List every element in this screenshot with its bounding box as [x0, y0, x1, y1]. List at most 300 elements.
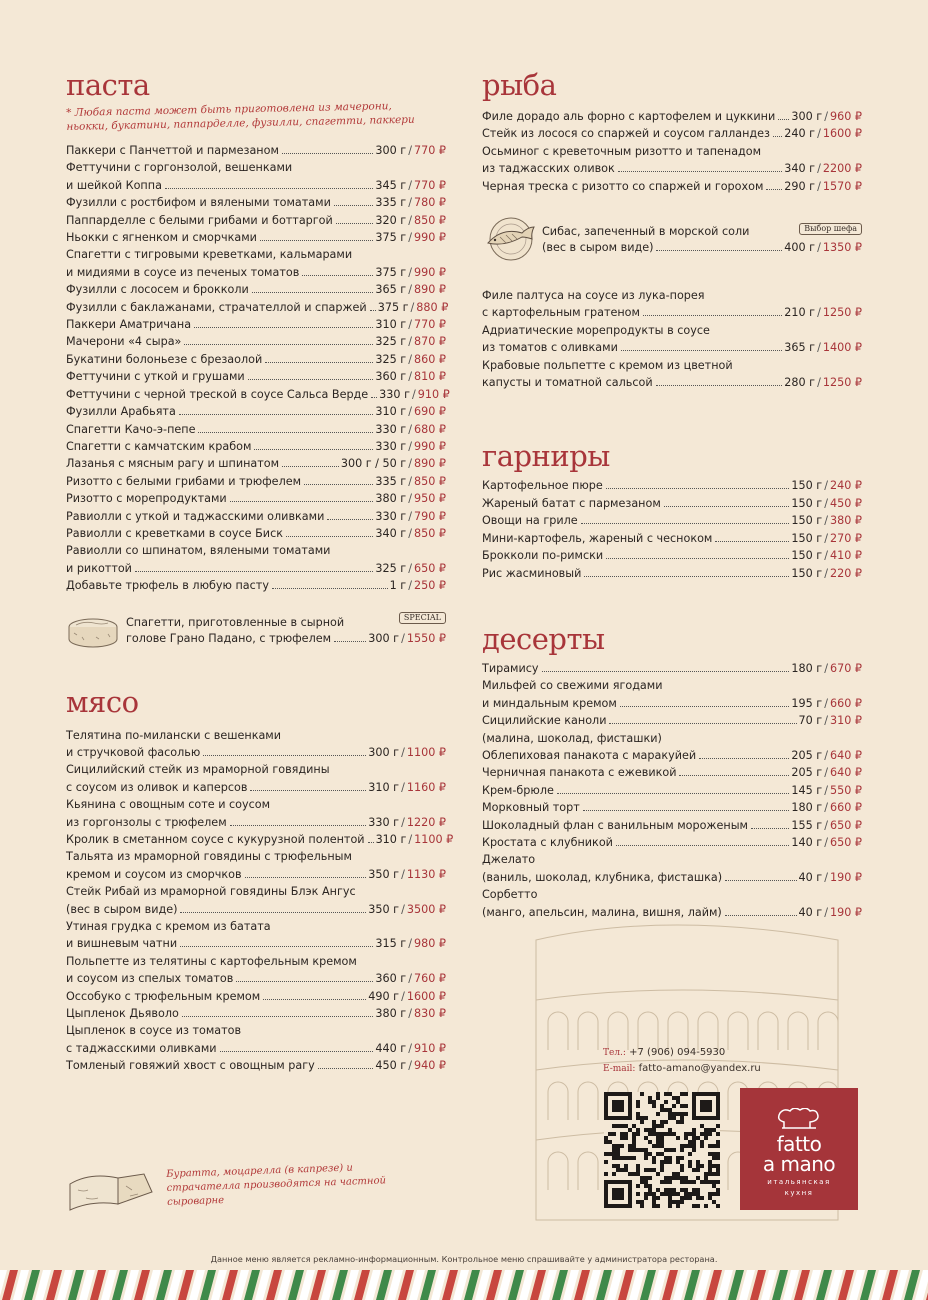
- item-price: 860 ₽: [413, 352, 446, 366]
- item-name: Брокколи по-римски: [482, 549, 604, 563]
- item-name: Филе палтуса на соусе из лука-порея: [482, 289, 705, 303]
- item-price: 850 ₽: [413, 474, 446, 488]
- menu-item: Стейк из лосося со спаржей и соусом галландез 240 г / 1600 ₽: [482, 125, 862, 142]
- item-price: 640 ₽: [829, 748, 862, 762]
- item-price: 880 ₽: [416, 300, 449, 314]
- item-weight: 340 г: [375, 526, 407, 540]
- item-price: 640 ₽: [829, 766, 862, 780]
- menu-item: Джелато (ваниль, шоколад, клубника, фисташка) 40 г / 190 ₽: [482, 851, 862, 886]
- item-price: 410 ₽: [829, 549, 862, 563]
- item-weight: 300 г / 50 г: [340, 457, 407, 471]
- menu-item: Шоколадный флан с ванильным мороженым 155 г / 650 ₽: [482, 817, 862, 834]
- item-weight: 375 г: [375, 265, 407, 279]
- item-name: Спагетти с камчатским крабом: [66, 439, 252, 453]
- item-weight: 290 г: [784, 179, 816, 193]
- item-price: 910 ₽: [417, 387, 450, 401]
- item-weight: 330 г: [375, 422, 407, 436]
- item-price: 670 ₽: [829, 661, 862, 675]
- logo-brand-line-1: fatto: [776, 1132, 822, 1156]
- menu-item: Кростата с клубникой 140 г / 650 ₽: [482, 834, 862, 851]
- item-name: Филе дорадо аль форно с картофелем и цуккини: [482, 110, 776, 123]
- item-name: Кролик в сметанном соусе с кукурузной полентой: [66, 833, 365, 846]
- menu-item: Кролик в сметанном соусе с кукурузной полентой 310 г / 1100 ₽: [66, 831, 446, 848]
- logo-subtitle-1: итальянская: [767, 1178, 831, 1186]
- item-price: 890 ₽: [413, 283, 446, 297]
- item-weight: 365 г: [375, 283, 407, 297]
- item-price: 810 ₽: [413, 370, 446, 384]
- item-price: 660 ₽: [829, 696, 862, 710]
- item-weight: 380 г: [375, 492, 407, 506]
- item-name: Равиолли с креветками в соусе Биск: [66, 526, 283, 540]
- item-price: 790 ₽: [413, 509, 446, 523]
- item-weight: 150 г: [791, 531, 823, 545]
- item-weight: 340 г: [784, 162, 816, 176]
- item-name: Мильфей со свежими ягодами: [482, 679, 663, 693]
- item-name: Паккери с Панчеттой и пармезаном: [66, 144, 279, 157]
- menu-item: Брокколи по-римски 150 г / 410 ₽: [482, 547, 862, 564]
- item-weight: 330 г: [368, 815, 400, 829]
- menu-item: Паккери Аматричана 310 г / 770 ₽: [66, 316, 446, 333]
- item-price: 1600 ₽: [406, 989, 446, 1003]
- item-weight: 310 г: [375, 405, 407, 419]
- logo-brand-line-2: a mano: [762, 1152, 836, 1176]
- menu-item: Филе палтуса на соусе из лука-порея с картофельным гратеном 210 г / 1250 ₽: [482, 287, 862, 322]
- item-price: 940 ₽: [413, 1059, 446, 1073]
- item-name: Облепиховая панакота с маракуйей: [482, 748, 697, 762]
- item-weight: 360 г: [375, 370, 407, 384]
- item-name: Телятина по-милански с вешенками: [66, 728, 282, 742]
- item-name: Паккери Аматричана: [66, 318, 192, 332]
- item-price: 990 ₽: [413, 439, 446, 453]
- item-name: Лазанья с мясным рагу и шпинатом: [66, 457, 280, 471]
- item-name: из томатов с оливками: [482, 341, 618, 355]
- item-name: Мачерони «4 сыра»: [66, 335, 182, 349]
- item-price: 1250 ₽: [822, 306, 862, 320]
- item-name: Сицилийский стейк из мраморной говядины: [66, 763, 330, 777]
- disclaimer: Данное меню является рекламно-информационным. Контрольное меню спрашивайте у администратора ресторана.: [210, 1254, 718, 1264]
- menu-item: Утиная грудка с кремом из батата и вишневым чатни 315 г / 980 ₽: [66, 918, 446, 953]
- item-weight: 280 г: [784, 376, 816, 390]
- item-price: 780 ₽: [413, 196, 446, 210]
- phone-number[interactable]: +7 (906) 094-5930: [629, 1047, 726, 1058]
- item-name: Феттучини с горгонзолой, вешенками: [66, 161, 293, 175]
- menu-item: Фузилли с лососем и брокколи 365 г / 890 ₽: [66, 281, 446, 298]
- menu-item: Фузилли Арабьята 310 г / 690 ₽: [66, 403, 446, 420]
- fish-list-bottom: [482, 287, 862, 391]
- item-weight: 300 г: [791, 110, 823, 123]
- menu-item: Спагетти Качо-э-пепе 330 г / 680 ₽: [66, 421, 446, 438]
- item-price: 1100 ₽: [414, 833, 454, 846]
- item-name: Цыпленок в соусе из томатов: [66, 1024, 242, 1038]
- item-name: Кростата с клубникой: [482, 835, 613, 849]
- email-address[interactable]: fatto-amano@yandex.ru: [638, 1063, 761, 1074]
- cheese-illustration: [66, 1166, 158, 1214]
- menu-item: Фузилли с ростбифом и вялеными томатами 335 г / 780 ₽: [66, 194, 446, 211]
- sides-list: [482, 477, 862, 581]
- item-price: 980 ₽: [413, 937, 446, 951]
- item-weight: 440 г: [375, 1041, 407, 1055]
- item-weight: 320 г: [375, 213, 407, 227]
- item-price: 1100 ₽: [406, 745, 446, 759]
- menu-item: Ньокки с ягненком и сморчками 375 г / 990 ₽: [66, 229, 446, 246]
- item-weight: 490 г: [368, 989, 400, 1003]
- menu-item: Феттучини с черной треской в соусе Сальса Верде 330 г / 910 ₽: [66, 386, 446, 403]
- item-name: с соусом из оливок и каперсов: [66, 780, 248, 794]
- menu-item: Равиолли со шпинатом, вялеными томатами и рикоттой 325 г / 650 ₽: [66, 542, 446, 577]
- item-name: Фузилли с ростбифом и вялеными томатами: [66, 196, 331, 210]
- item-price: 1160 ₽: [406, 780, 446, 794]
- menu-item: Тирамису 180 г / 670 ₽: [482, 660, 862, 677]
- item-weight: 335 г: [375, 474, 407, 488]
- menu-item: Феттучини с горгонзолой, вешенками и шейкой Коппа 345 г / 770 ₽: [66, 159, 446, 194]
- item-name: и миндальным кремом: [482, 696, 617, 710]
- cheese-wheel-icon: [66, 615, 120, 651]
- menu-item: Крабовые польпетте с кремом из цветной капусты и томатной сальсой 280 г / 1250 ₽: [482, 357, 862, 392]
- item-name: кремом и соусом из сморчков: [66, 867, 242, 881]
- chef-choice-item: Сибас, запеченный в морской соли (вес в сыром виде) 400 г / 1350 ₽: [542, 225, 862, 255]
- item-price: 2200 ₽: [822, 162, 862, 176]
- item-weight: 310 г: [375, 318, 407, 332]
- item-name: Букатини болоньезе с брезаолой: [66, 352, 263, 366]
- item-name: Картофельное пюре: [482, 479, 603, 493]
- item-weight: 330 г: [379, 387, 410, 401]
- menu-item: Сицилийские каноли 70 г / 310 ₽ (малина, шоколад, фисташки): [482, 712, 862, 747]
- pasta-note: * Любая паста может быть приготовлена из мачерони, ньокки, букатини, паппарделле, фузилли, спагетти, паккери: [66, 100, 415, 133]
- item-name: (ваниль, шоколад, клубника, фисташка): [482, 870, 723, 884]
- italian-flag-stripes: [0, 1270, 928, 1300]
- meat-list: [66, 727, 454, 1075]
- item-weight: 210 г: [784, 306, 816, 320]
- item-name: капусты и томатной сальсой: [482, 376, 653, 390]
- item-price: 870 ₽: [413, 335, 446, 349]
- menu-item: Равиолли с креветками в соусе Биск 340 г / 850 ₽: [66, 525, 446, 542]
- item-weight: 180 г: [791, 661, 823, 675]
- item-weight: 40 г: [798, 870, 823, 884]
- menu-item: Осьминог с креветочным ризотто и тапенадом из таджасских оливок 340 г / 2200 ₽: [482, 143, 862, 178]
- item-name: из горгонзолы с трюфелем: [66, 815, 227, 829]
- item-price: 450 ₽: [829, 496, 862, 510]
- item-weight: 325 г: [375, 352, 407, 366]
- menu-item: Спагетти с камчатским крабом 330 г / 990 ₽: [66, 438, 446, 455]
- item-weight: 150 г: [791, 514, 823, 528]
- item-name: Томленый говяжий хвост с овощным рагу: [66, 1059, 315, 1073]
- item-name: Добавьте трюфель в любую пасту: [66, 579, 269, 593]
- item-price: 850 ₽: [413, 526, 446, 540]
- menu-item: Адриатические морепродукты в соусе из томатов с оливками 365 г / 1400 ₽: [482, 322, 862, 357]
- chef-choice-price: 1350 ₽: [822, 241, 862, 255]
- menu-item: Картофельное пюре 150 г / 240 ₽: [482, 477, 862, 494]
- item-name: Шоколадный флан с ванильным мороженым: [482, 818, 748, 832]
- item-name: (манго, апельсин, малина, вишня, лайм): [482, 905, 722, 919]
- item-name: Жареный батат с пармезаном: [482, 496, 661, 510]
- item-weight: 310 г: [375, 833, 407, 846]
- item-price: 1400 ₽: [822, 341, 862, 355]
- item-weight: 375 г: [375, 231, 407, 245]
- menu-item: Ризотто с морепродуктами 380 г / 950 ₽: [66, 490, 446, 507]
- phone-label: Тел.:: [603, 1048, 626, 1058]
- item-weight: 180 г: [791, 801, 823, 815]
- restaurant-logo: [740, 1088, 858, 1210]
- item-name: Утиная грудка с кремом из батата: [66, 920, 271, 934]
- item-price: 770 ₽: [413, 318, 446, 332]
- item-price: 650 ₽: [829, 835, 862, 849]
- item-price: 380 ₽: [829, 514, 862, 528]
- menu-item: Томленый говяжий хвост с овощным рагу 450 г / 940 ₽: [66, 1057, 446, 1074]
- item-price: 770 ₽: [413, 178, 446, 192]
- special-name-line-1: Спагетти, приготовленные в сырной: [126, 615, 345, 629]
- menu-item: Кьянина с овощным соте и соусом из горгонзолы с трюфелем 330 г / 1220 ₽: [66, 796, 446, 831]
- item-price: 760 ₽: [413, 972, 446, 986]
- item-name: Черная треска с ризотто со спаржей и горохом: [482, 179, 764, 193]
- item-name: и мидиями в соусе из печеных томатов: [66, 265, 300, 279]
- menu-item: Сицилийский стейк из мраморной говядины с соусом из оливок и каперсов 310 г / 1160 ₽: [66, 761, 446, 796]
- pasta-special: [66, 612, 446, 659]
- menu-item: Морковный торт 180 г / 660 ₽: [482, 799, 862, 816]
- item-name: Стейк Рибай из мраморной говядины Блэк Ангус: [66, 885, 356, 899]
- item-name: Морковный торт: [482, 801, 580, 815]
- item-name: Стейк из лосося со спаржей и соусом галландез: [482, 127, 770, 141]
- item-price: 190 ₽: [829, 870, 862, 884]
- item-price: 310 ₽: [829, 714, 862, 728]
- menu-item: Лазанья с мясным рагу и шпинатом 300 г / 50 г / 890 ₽: [66, 455, 446, 472]
- item-name: Крем-брюле: [482, 783, 554, 797]
- item-weight: 150 г: [791, 549, 823, 563]
- item-weight: 345 г: [375, 178, 407, 192]
- item-name: Осьминог с креветочным ризотто и тапенадом: [482, 144, 762, 158]
- item-weight: 155 г: [791, 818, 823, 832]
- menu-item: Крем-брюле 145 г / 550 ₽: [482, 782, 862, 799]
- menu-item: Черничная панакота с ежевикой 205 г / 640 ₽: [482, 764, 862, 781]
- section-title-pasta: паста: [66, 68, 150, 102]
- menu-item: Черная треска с ризотто со спаржей и горохом 290 г / 1570 ₽: [482, 178, 862, 195]
- item-name: и шейкой Коппа: [66, 178, 162, 192]
- item-weight: 150 г: [791, 496, 823, 510]
- fish-list-top: [482, 108, 862, 195]
- item-weight: 450 г: [375, 1059, 407, 1073]
- menu-item: Облепиховая панакота с маракуйей 205 г / 640 ₽: [482, 747, 862, 764]
- item-weight: 365 г: [784, 341, 816, 355]
- item-price: 850 ₽: [413, 213, 446, 227]
- menu-item: Цыпленок Дьяволо 380 г / 830 ₽: [66, 1005, 446, 1022]
- item-name: Спагетти Качо-э-пепе: [66, 422, 196, 436]
- item-price: 240 ₽: [829, 479, 862, 493]
- menu-item: Телятина по-милански с вешенками и стручковой фасолью 300 г / 1100 ₽: [66, 727, 446, 762]
- item-name: из таджасских оливок: [482, 162, 615, 176]
- item-name: Ньокки с ягненком и сморчками: [66, 231, 257, 245]
- item-price: 960 ₽: [829, 110, 862, 123]
- menu-item: Мини-картофель, жареный с чесноком 150 г / 270 ₽: [482, 530, 862, 547]
- item-price: 770 ₽: [413, 144, 446, 157]
- item-weight: 145 г: [791, 783, 823, 797]
- chef-choice-name-line-2: (вес в сыром виде): [542, 241, 654, 255]
- menu-item: Сорбетто (манго, апельсин, малина, вишня, лайм) 40 г / 190 ₽: [482, 886, 862, 921]
- menu-item: Мачерони «4 сыра» 325 г / 870 ₽: [66, 333, 446, 350]
- item-weight: 195 г: [791, 696, 823, 710]
- special-name-line-2: голове Грано Падано, с трюфелем: [126, 631, 332, 645]
- menu-item: Цыпленок в соусе из томатов с таджасскими оливками 440 г / 910 ₽: [66, 1022, 446, 1057]
- item-price: 950 ₽: [413, 492, 446, 506]
- item-name: Польпетте из телятины с картофельным кремом: [66, 954, 357, 968]
- item-price: 830 ₽: [413, 1007, 446, 1021]
- item-weight: 380 г: [375, 1007, 407, 1021]
- item-name: Феттучини с уткой и грушами: [66, 370, 245, 384]
- item-weight: 1 г: [389, 579, 407, 593]
- menu-item: Паккери с Панчеттой и пармезаном 300 г / 770 ₽: [66, 142, 446, 159]
- item-weight: 70 г: [798, 714, 823, 728]
- item-price: 1250 ₽: [822, 376, 862, 390]
- item-weight: 350 г: [368, 867, 400, 881]
- item-name: и стручковой фасолью: [66, 745, 201, 759]
- menu-item: Паппарделле с белыми грибами и боттаргой 320 г / 850 ₽: [66, 212, 446, 229]
- fish-chef-choice: [482, 217, 862, 275]
- item-name: Феттучини с черной треской в соусе Сальса Верде: [66, 387, 369, 401]
- item-price: 660 ₽: [829, 801, 862, 815]
- item-price: 190 ₽: [829, 905, 862, 919]
- item-name: Джелато: [482, 853, 536, 867]
- menu-item: Букатини болоньезе с брезаолой 325 г / 860 ₽: [66, 351, 446, 368]
- item-name: Овощи на гриле: [482, 514, 578, 528]
- item-price: 220 ₽: [829, 566, 862, 580]
- item-name: Сорбетто: [482, 888, 538, 902]
- item-name: Фузилли с баклажанами, страчателлой и спаржей: [66, 300, 367, 314]
- item-weight: 325 г: [375, 561, 407, 575]
- item-price: 990 ₽: [413, 265, 446, 279]
- item-name: Тальята из мраморной говядины с трюфельным: [66, 850, 352, 864]
- item-name: Рис жасминовый: [482, 566, 582, 580]
- item-name: (вес в сыром виде): [66, 902, 178, 916]
- item-weight: 325 г: [375, 335, 407, 349]
- item-name: Адриатические морепродукты в соусе: [482, 323, 710, 337]
- menu-item: Ризотто с белыми грибами и трюфелем 335 г / 850 ₽: [66, 473, 446, 490]
- menu-item: Спагетти с тигровыми креветками, кальмарами и мидиями в соусе из печеных томатов 375 г / 990 ₽: [66, 246, 446, 281]
- menu-item: Добавьте трюфель в любую пасту 1 г / 250 ₽: [66, 577, 446, 594]
- item-name: с картофельным гратеном: [482, 306, 640, 320]
- item-weight: 40 г: [798, 905, 823, 919]
- item-weight: 150 г: [791, 479, 823, 493]
- item-price: 890 ₽: [413, 457, 446, 471]
- right-column: [482, 62, 862, 921]
- item-weight: 330 г: [375, 509, 407, 523]
- item-name: Тирамису: [482, 661, 539, 675]
- menu-item: Польпетте из телятины с картофельным кремом и соусом из спелых томатов 360 г / 760 ₽: [66, 953, 446, 988]
- item-weight: 240 г: [784, 127, 816, 141]
- special-weight: 300 г: [368, 631, 400, 645]
- item-price: 680 ₽: [413, 422, 446, 436]
- item-name: Ризотто с морепродуктами: [66, 492, 227, 506]
- item-weight: 150 г: [791, 566, 823, 580]
- menu-item: Овощи на гриле 150 г / 380 ₽: [482, 512, 862, 529]
- item-weight: 140 г: [791, 835, 823, 849]
- item-weight: 315 г: [375, 937, 407, 951]
- item-name: Равиолли со шпинатом, вялеными томатами: [66, 544, 331, 558]
- menu-item: Фузилли с баклажанами, страчателлой и спаржей 375 г / 880 ₽: [66, 299, 446, 316]
- item-weight: 330 г: [375, 439, 407, 453]
- item-weight: 335 г: [375, 196, 407, 210]
- item-price: 650 ₽: [829, 818, 862, 832]
- item-name: Кьянина с овощным соте и соусом: [66, 798, 271, 812]
- item-price: 1220 ₽: [406, 815, 446, 829]
- item-price: 690 ₽: [413, 405, 446, 419]
- section-title-fish: рыба: [482, 68, 557, 102]
- menu-item: Феттучини с уткой и грушами 360 г / 810 ₽: [66, 368, 446, 385]
- chef-choice-weight: 400 г: [784, 241, 816, 255]
- desserts-list: [482, 660, 862, 921]
- item-name: Фузилли с лососем и брокколи: [66, 283, 249, 297]
- item-name: Цыпленок Дьяволо: [66, 1007, 179, 1021]
- item-name: и вишневым чатни: [66, 937, 178, 951]
- item-price: 650 ₽: [413, 561, 446, 575]
- section-title-sides: гарниры: [482, 439, 610, 474]
- item-price: 910 ₽: [413, 1041, 446, 1055]
- item-weight: 360 г: [375, 972, 407, 986]
- email-label: E-mail:: [603, 1064, 636, 1074]
- item-price: 1130 ₽: [406, 867, 446, 881]
- item-price: 1570 ₽: [822, 179, 862, 193]
- chef-hat-icon: [774, 1108, 824, 1130]
- special-price: 1550 ₽: [406, 631, 446, 645]
- item-weight: 300 г: [368, 745, 400, 759]
- item-name: Крабовые польпетте с кремом из цветной: [482, 358, 733, 372]
- item-name: и рикоттой: [66, 561, 132, 575]
- chef-choice-name-line-1: Сибас, запеченный в морской соли: [542, 225, 750, 239]
- item-price: 3500 ₽: [406, 902, 446, 916]
- section-title-desserts: десерты: [482, 621, 605, 656]
- item-name: с таджасскими оливками: [66, 1041, 217, 1055]
- section-title-meat: мясо: [66, 684, 139, 719]
- menu-item: Оссобуко с трюфельным кремом 490 г / 1600 ₽: [66, 988, 446, 1005]
- item-price: 550 ₽: [829, 783, 862, 797]
- item-price: 990 ₽: [413, 231, 446, 245]
- menu-item: Мильфей со свежими ягодами и миндальным кремом 195 г / 660 ₽: [482, 677, 862, 712]
- menu-item: Рис жасминовый 150 г / 220 ₽: [482, 565, 862, 582]
- item-price: 270 ₽: [829, 531, 862, 545]
- item-name: Оссобуко с трюфельным кремом: [66, 989, 261, 1003]
- contacts: [603, 1045, 761, 1077]
- pasta-list: [66, 142, 450, 595]
- menu-item: Жареный батат с пармезаном 150 г / 450 ₽: [482, 495, 862, 512]
- item-name: Черничная панакота с ежевикой: [482, 766, 677, 780]
- item-weight: 310 г: [368, 780, 400, 794]
- menu-item: Равиолли с уткой и таджасскими оливками 330 г / 790 ₽: [66, 508, 446, 525]
- special-tag: SPECIAL: [399, 612, 446, 624]
- item-price: 1600 ₽: [822, 127, 862, 141]
- menu-item: Стейк Рибай из мраморной говядины Блэк Ангус (вес в сыром виде) 350 г / 3500 ₽: [66, 883, 446, 918]
- fish-plate-icon: [482, 213, 540, 261]
- item-weight: 350 г: [368, 902, 400, 916]
- chef-choice-tag: Выбор шефа: [799, 223, 862, 235]
- item-name: Мини-картофель, жареный с чесноком: [482, 531, 713, 545]
- item-weight: 205 г: [791, 766, 823, 780]
- cheese-note: Буратта, моцарелла (в капрезе) и страчателла производятся на частной сыроварне: [166, 1162, 387, 1208]
- item-weight: 375 г: [377, 300, 409, 314]
- left-column: [66, 62, 454, 1075]
- item-name: Сицилийские каноли: [482, 714, 607, 728]
- item-price: 250 ₽: [413, 579, 446, 593]
- logo-subtitle-2: кухня: [784, 1189, 814, 1197]
- item-weight: 300 г: [375, 144, 407, 157]
- item-name: Равиолли с уткой и таджасскими оливками: [66, 509, 325, 523]
- qr-code[interactable]: [604, 1092, 720, 1208]
- item-name: Ризотто с белыми грибами и трюфелем: [66, 474, 302, 488]
- menu-item: Филе дорадо аль форно с картофелем и цуккини 300 г / 960 ₽: [482, 108, 862, 125]
- item-name: Паппарделле с белыми грибами и боттаргой: [66, 213, 333, 227]
- special-item: Спагетти, приготовленные в сырной голове Грано Падано, с трюфелем 300 г / 1550 ₽: [126, 615, 446, 645]
- item-name: (малина, шоколад, фисташки): [482, 731, 662, 745]
- item-name: Спагетти с тигровыми креветками, кальмарами: [66, 248, 353, 262]
- item-name: Фузилли Арабьята: [66, 405, 176, 419]
- item-weight: 205 г: [791, 748, 823, 762]
- item-name: и соусом из спелых томатов: [66, 972, 234, 986]
